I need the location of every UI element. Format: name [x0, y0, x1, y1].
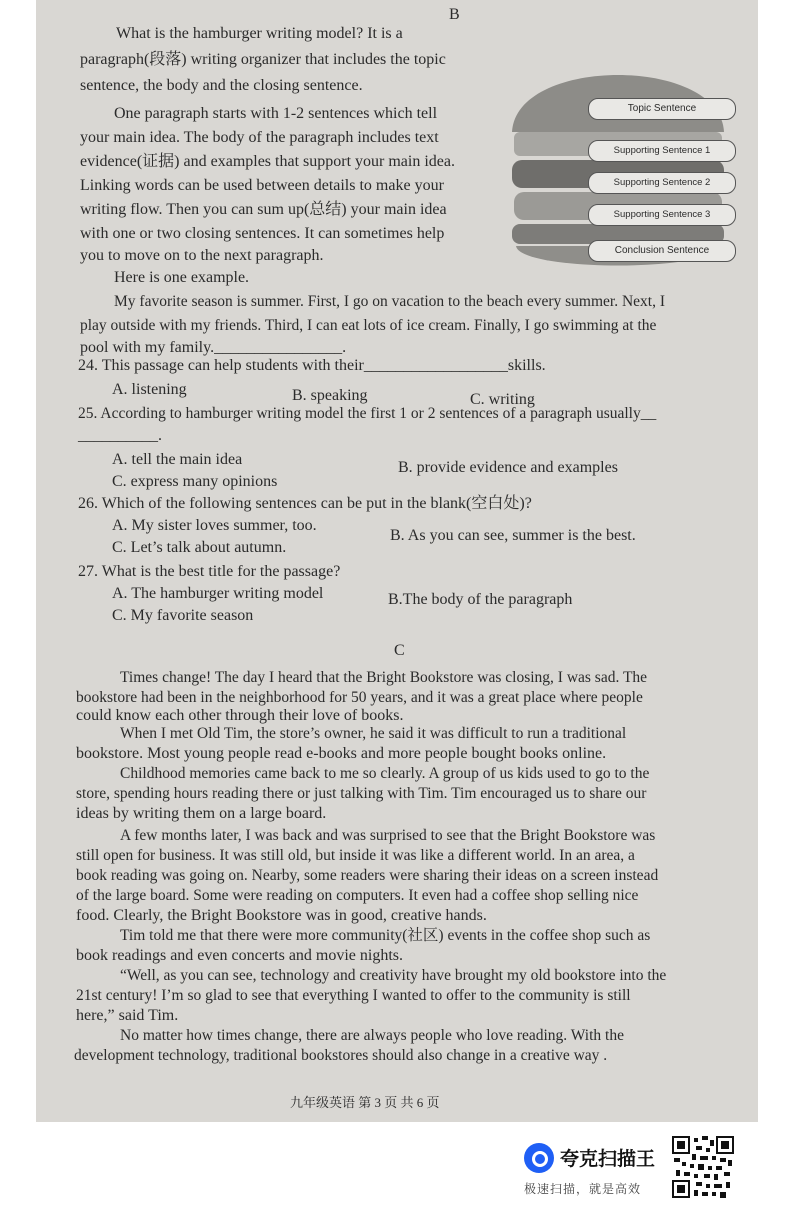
passage-c-line: Tim told me that there were more community(社区) events in the coffee shop such as	[120, 927, 651, 944]
passage-b-line: evidence(证据) and examples that support your main idea.	[80, 153, 455, 170]
q27-option-b: B.The body of the paragraph	[388, 591, 573, 608]
q26-stem: 26. Which of the following sentences can be put in the blank(空白处)?	[78, 495, 532, 512]
passage-b-line: One paragraph starts with 1-2 sentences which tell	[114, 105, 438, 122]
passage-b-line: writing flow. Then you can sum up(总结) your main idea	[80, 201, 447, 218]
passage-c-line: 21st century! I’m so glad to see that everything I wanted to offer to the community is still	[76, 987, 631, 1004]
q27-option-c: C. My favorite season	[112, 607, 254, 624]
q24-tail: skills.	[507, 357, 546, 374]
q24-stem-text: 24. This passage can help students with their	[78, 357, 364, 374]
passage-c-line: Childhood memories came back to me so clearly. A group of us kids used to go to the	[120, 765, 650, 782]
passage-b-line: with one or two closing sentences. It can sometimes help	[80, 225, 445, 242]
q24-option-a: A. listening	[112, 381, 187, 398]
passage-b-line: sentence, the body and the closing sentence.	[80, 77, 363, 94]
q25-option-c: C. express many opinions	[112, 473, 278, 490]
section-c-heading: C	[394, 642, 405, 659]
passage-c-line: book reading was going on. Nearby, some readers were sharing their ideas on a screen instead	[76, 867, 659, 884]
label-supporting-sentence-1: Supporting Sentence 1	[588, 140, 736, 162]
q25-option-b: B. provide evidence and examples	[398, 459, 618, 476]
passage-c-line: store, spending hours reading there or just talking with Tim. Tim encouraged us to share our	[76, 785, 647, 802]
scanned-page	[36, 0, 758, 1122]
q24-stem	[78, 356, 546, 376]
q24-option-c: C. writing	[470, 391, 535, 408]
scanner-slogan: 极速扫描，就是高效	[524, 1182, 642, 1196]
q24-option-b: B. speaking	[292, 387, 368, 404]
q25-option-a: A. tell the main idea	[112, 451, 243, 468]
label-topic-sentence: Topic Sentence	[588, 98, 736, 120]
section-b-heading: B	[449, 6, 460, 23]
passage-c-line: bookstore had been in the neighborhood for 50 years, and it was a great place where people	[76, 689, 643, 706]
passage-c-line: A few months later, I was back and was surprised to see that the Bright Bookstore was	[120, 827, 656, 844]
passage-c-line: ideas by writing them on a large board.	[76, 805, 327, 822]
quark-logo-icon	[524, 1143, 554, 1173]
q24-blank: __________________	[363, 357, 508, 374]
q27-stem: 27. What is the best title for the passage?	[78, 563, 341, 580]
passage-c-line: of the large board. Some were reading on computers. It even had a coffee shop selling nice	[76, 887, 639, 904]
passage-b-line: My favorite season is summer. First, I go on vacation to the beach every summer. Next, I	[114, 293, 665, 310]
passage-c-line: “Well, as you can see, technology and creativity have brought my old bookstore into the	[120, 967, 667, 984]
passage-b-line: pool with my family.________________.	[80, 339, 347, 356]
q26-option-b: B. As you can see, summer is the best.	[390, 527, 636, 544]
passage-c-line: here,” said Tim.	[76, 1007, 179, 1024]
passage-b-line: paragraph(段落) writing organizer that includes the topic	[80, 51, 446, 68]
passage-c-line: food. Clearly, the Bright Bookstore was in good, creative hands.	[76, 907, 487, 924]
passage-b-line: What is the hamburger writing model? It is a	[116, 25, 403, 42]
hamburger-diagram	[508, 36, 728, 278]
passage-b-line: your main idea. The body of the paragraph includes text	[80, 129, 439, 146]
passage-c-line: could know each other through their love of books.	[76, 707, 404, 724]
qr-code-icon	[672, 1136, 734, 1198]
passage-c-line: Times change! The day I heard that the Bright Bookstore was closing, I was sad. The	[120, 669, 648, 686]
q25-blank: __________.	[78, 427, 162, 444]
passage-c-line: development technology, traditional bookstores should also change in a creative way .	[74, 1047, 608, 1064]
passage-b-line: play outside with my friends. Third, I can eat lots of ice cream. Finally, I go swimming at the	[80, 317, 657, 334]
q26-option-a: A. My sister loves summer, too.	[112, 517, 317, 534]
label-conclusion-sentence: Conclusion Sentence	[588, 240, 736, 262]
q25-stem: 25. According to hamburger writing model the first 1 or 2 sentences of a paragraph usually__	[78, 405, 657, 422]
passage-c-line: book readings and even concerts and movie nights.	[76, 947, 404, 964]
scanner-brand: 夸克扫描王	[560, 1148, 656, 1170]
passage-c-line: When I met Old Tim, the store’s owner, he said it was difficult to run a traditional	[120, 725, 627, 742]
q27-option-a: A. The hamburger writing model	[112, 585, 324, 602]
passage-b-line: you to move on to the next paragraph.	[80, 247, 324, 264]
passage-b-line: Here is one example.	[114, 269, 250, 286]
page-footer: 九年级英语 第 3 页 共 6 页	[290, 1095, 440, 1110]
label-supporting-sentence-3: Supporting Sentence 3	[588, 204, 736, 226]
passage-c-line: No matter how times change, there are always people who love reading. With the	[120, 1027, 624, 1044]
passage-b-line: Linking words can be used between details to make your	[80, 177, 444, 194]
passage-c-line: bookstore. Most young people read e-books and more people bought books online.	[76, 745, 607, 762]
q26-option-c: C. Let’s talk about autumn.	[112, 539, 287, 556]
passage-c-line: still open for business. It was still old, but inside it was like a different world. In an area, a	[76, 847, 635, 864]
label-supporting-sentence-2: Supporting Sentence 2	[588, 172, 736, 194]
